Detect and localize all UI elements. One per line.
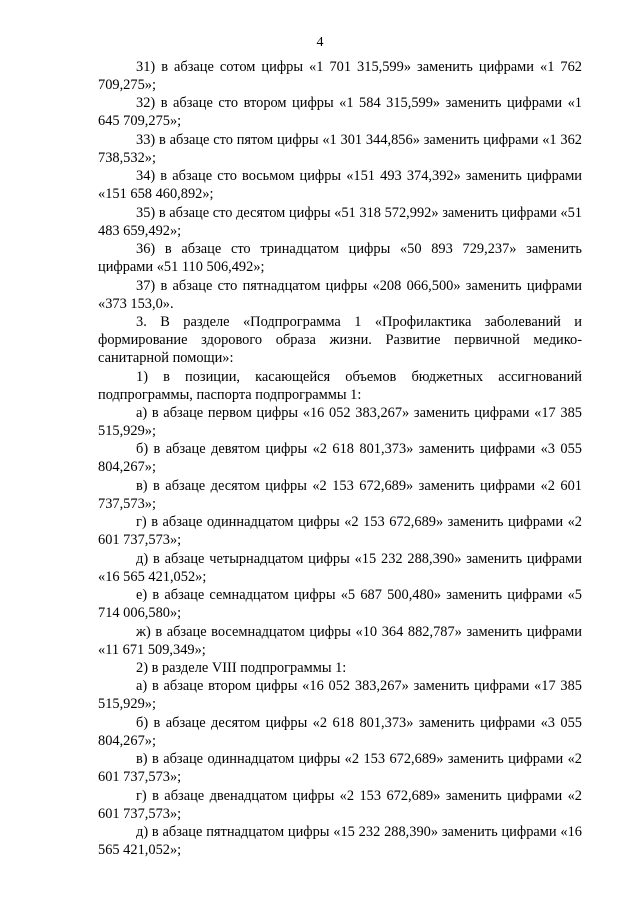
amendment-item-2a: а) в абзаце втором цифры «16 052 383,267» заменить цифрами «17 385 515,929»;: [98, 678, 582, 713]
page-number: 4: [316, 35, 324, 50]
amendment-item-33: 33) в абзаце сто пятом цифры «1 301 344,856» заменить цифрами «1 362 738,532»;: [98, 131, 582, 166]
amendment-item-2v: в) в абзаце одиннадцатом цифры «2 153 672,689» заменить цифрами «2 601 737,573»;: [98, 751, 582, 786]
amendment-item-1a: а) в абзаце первом цифры «16 052 383,267» заменить цифрами «17 385 515,929»;: [98, 404, 582, 439]
amendment-item-2g: г) в абзаце двенадцатом цифры «2 153 672,689» заменить цифрами «2 601 737,573»;: [98, 787, 582, 822]
amendment-item-1b: б) в абзаце девятом цифры «2 618 801,373» заменить цифрами «3 055 804,267»;: [98, 441, 582, 476]
amendment-item-1v: в) в абзаце десятом цифры «2 153 672,689» заменить цифрами «2 601 737,573»;: [98, 477, 582, 512]
amendment-item-2d: д) в абзаце пятнадцатом цифры «15 232 288,390» заменить цифрами «16 565 421,052»;: [98, 824, 582, 859]
subsection-2-heading: 2) в разделе VIII подпрограммы 1:: [136, 660, 347, 676]
amendment-item-2b: б) в абзаце десятом цифры «2 618 801,373» заменить цифрами «3 055 804,267»;: [98, 714, 582, 749]
amendment-item-1e: е) в абзаце семнадцатом цифры «5 687 500,480» заменить цифрами «5 714 006,580»;: [98, 587, 582, 622]
amendment-item-1zh: ж) в абзаце восемнадцатом цифры «10 364 882,787» заменить цифрами «11 671 509,349»;: [98, 623, 582, 658]
subsection-1-heading: 1) в позиции, касающейся объемов бюджетных ассигнований подпрограммы, паспорта подпрограммы 1:: [98, 368, 582, 403]
document-body: [98, 58, 582, 860]
amendment-item-32: 32) в абзаце сто втором цифры «1 584 315,599» заменить цифрами «1 645 709,275»;: [98, 95, 582, 130]
amendment-item-31: 31) в абзаце сотом цифры «1 701 315,599» заменить цифрами «1 762 709,275»;: [98, 59, 582, 93]
amendment-item-1d: д) в абзаце четырнадцатом цифры «15 232 288,390» заменить цифрами «16 565 421,052»;: [98, 550, 582, 585]
amendment-item-37: 37) в абзаце сто пятнадцатом цифры «208 066,500» заменить цифрами «373 153,0».: [98, 277, 582, 312]
amendment-item-35: 35) в абзаце сто десятом цифры «51 318 572,992» заменить цифрами «51 483 659,492»;: [98, 204, 582, 239]
section-3-heading: 3. В разделе «Подпрограмма 1 «Профилактика заболеваний и формирование здорового образа жизни. Развитие первичной медико-санитарной помощи»:: [98, 314, 582, 367]
amendment-item-1g: г) в абзаце одиннадцатом цифры «2 153 672,689» заменить цифрами «2 601 737,573»;: [98, 514, 582, 549]
amendment-item-34: 34) в абзаце сто восьмом цифры «151 493 374,392» заменить цифрами «151 658 460,892»;: [98, 168, 582, 203]
amendment-item-36: 36) в абзаце сто тринадцатом цифры «50 893 729,237» заменить цифрами «51 110 506,492»;: [98, 241, 582, 276]
